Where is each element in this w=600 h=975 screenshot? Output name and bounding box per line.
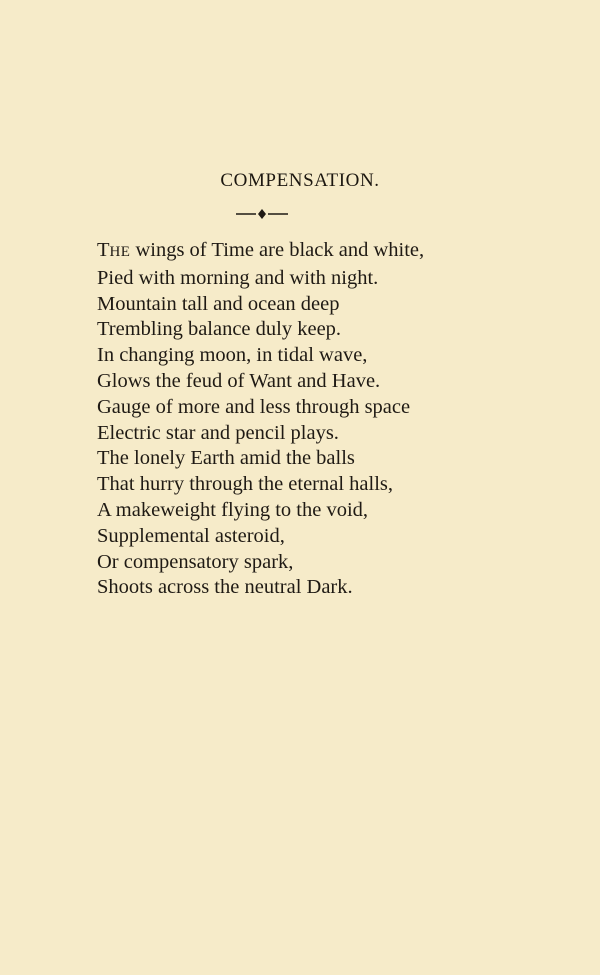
first-line-text: wings of Time are black and white,	[130, 239, 425, 261]
poem-line: Pied with morning and with night.	[97, 266, 379, 289]
poem-line: In changing moon, in tidal wave,	[97, 344, 368, 367]
poem-line: Glows the feud of Want and Have.	[97, 369, 381, 392]
poem-line: Shoots across the neutral Dark.	[97, 576, 353, 599]
first-word-initial: T	[97, 239, 110, 261]
poem-body	[97, 238, 557, 601]
poem-line: Gauge of more and less through space	[97, 395, 411, 418]
poem-line: Trembling balance duly keep.	[97, 318, 342, 341]
poem-line: A makeweight flying to the void,	[97, 498, 369, 521]
poem-title: COMPENSATION.	[220, 170, 380, 191]
poem-line: Electric star and pencil plays.	[97, 421, 339, 444]
poem-line	[97, 238, 557, 266]
title-ornament-divider	[236, 207, 288, 221]
poem-line: That hurry through the eternal halls,	[97, 473, 394, 496]
poem-line: Supplemental asteroid,	[97, 524, 285, 547]
poem-line: The lonely Earth amid the balls	[97, 447, 355, 470]
first-word-small-caps: HE	[109, 244, 131, 260]
poem-line: Or compensatory spark,	[97, 550, 294, 573]
poem-line: Mountain tall and ocean deep	[97, 292, 340, 315]
